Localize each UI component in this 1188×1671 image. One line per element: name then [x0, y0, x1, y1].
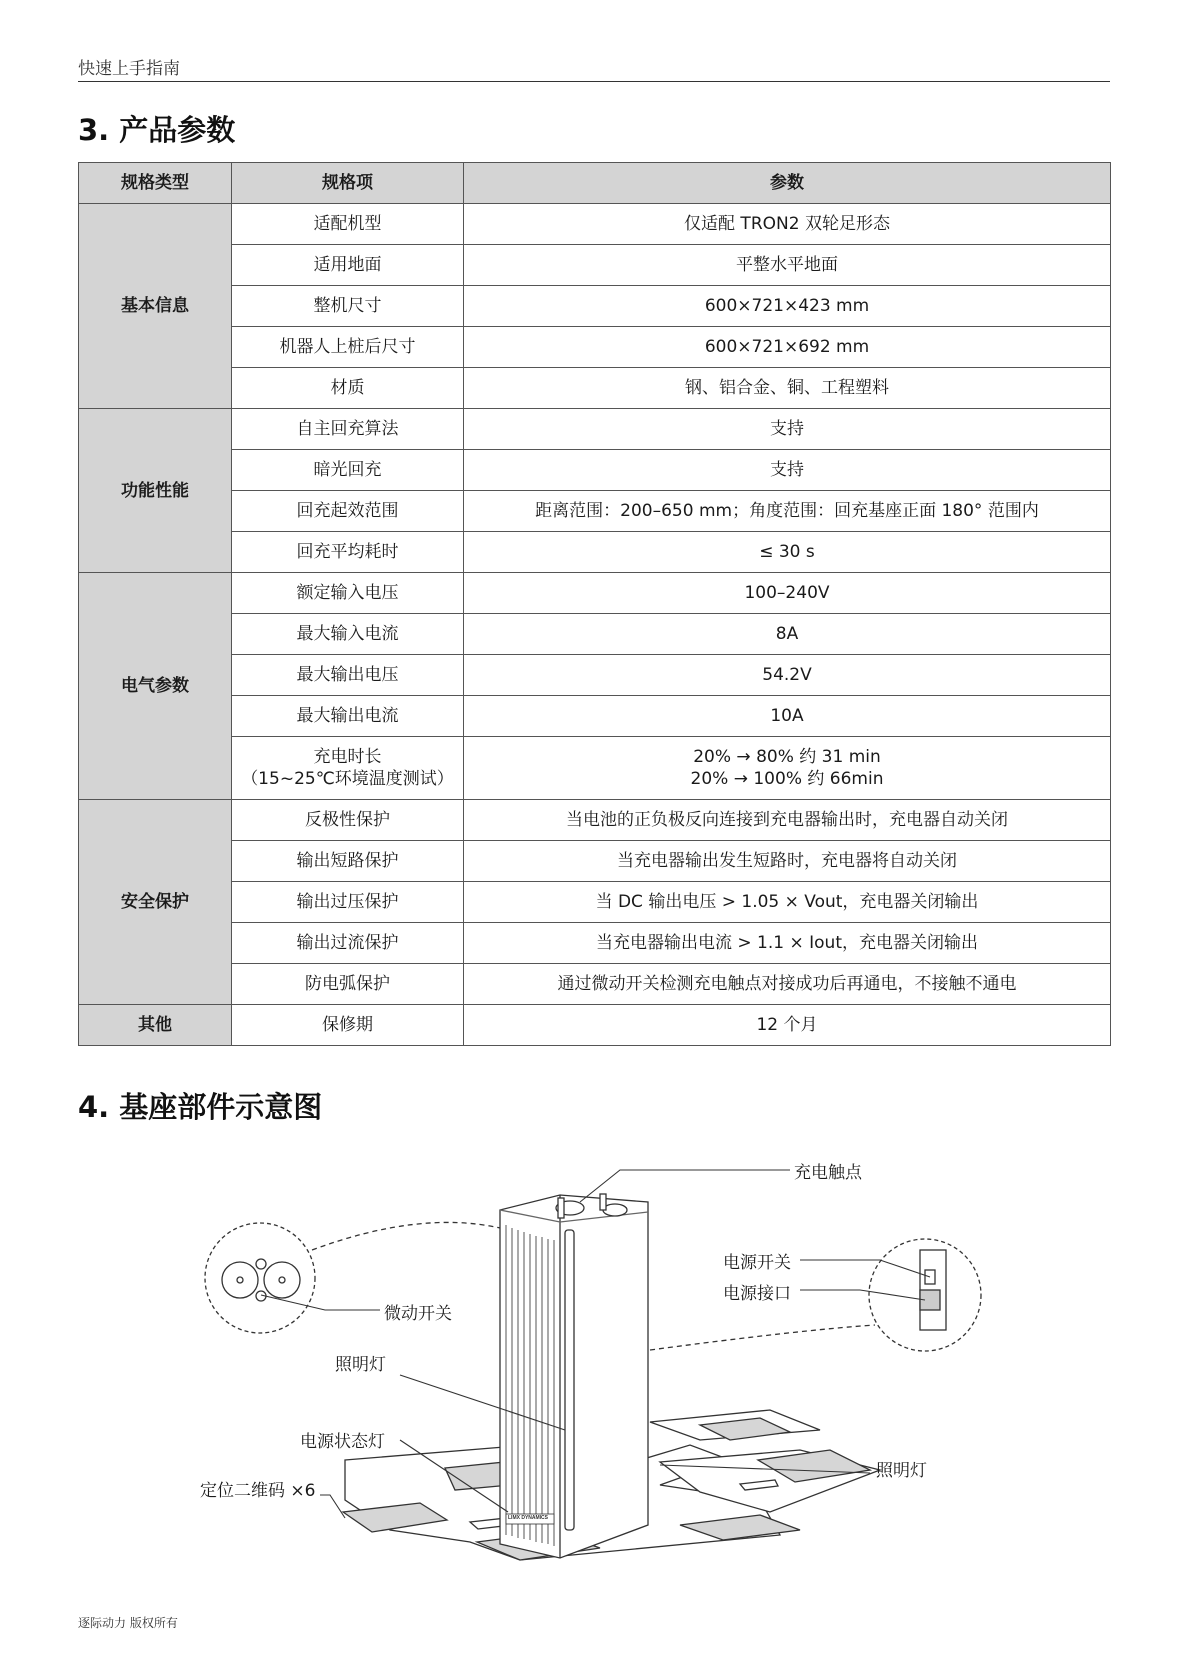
category-cell: 其他 — [79, 1005, 232, 1046]
table-row — [79, 286, 1111, 327]
table-row — [79, 532, 1111, 573]
spec-value-cell: 10A — [464, 696, 1111, 737]
spec-item-cell: 材质 — [232, 368, 464, 409]
table-row — [79, 491, 1111, 532]
charging-base-illustration — [0, 1140, 1188, 1590]
callout-light-left: 照明灯 — [335, 1355, 386, 1375]
spec-item-cell: 额定输入电压 — [232, 573, 464, 614]
spec-value-cell: 钢、铝合金、铜、工程塑料 — [464, 368, 1111, 409]
spec-item-cell: 输出过流保护 — [232, 923, 464, 964]
base-component-diagram — [0, 1140, 1188, 1590]
spec-table-header — [79, 163, 1111, 204]
column-header-value: 参数 — [464, 163, 1111, 204]
table-row — [79, 882, 1111, 923]
spec-item-cell: 最大输出电压 — [232, 655, 464, 696]
table-row — [79, 655, 1111, 696]
column-header-category: 规格类型 — [79, 163, 232, 204]
spec-value-cell: 600×721×692 mm — [464, 327, 1111, 368]
callout-power-switch: 电源开关 — [723, 1253, 791, 1273]
table-row — [79, 450, 1111, 491]
spec-item-cell: 反极性保护 — [232, 800, 464, 841]
spec-item-cell: 最大输入电流 — [232, 614, 464, 655]
spec-item-cell: 适配机型 — [232, 204, 464, 245]
spec-item-cell: 回充平均耗时 — [232, 532, 464, 573]
spec-item-cell: 机器人上桩后尺寸 — [232, 327, 464, 368]
spec-item-cell: 防电弧保护 — [232, 964, 464, 1005]
table-row — [79, 1005, 1111, 1046]
spec-value-cell — [464, 737, 1111, 800]
spec-value-cell: 当电池的正负极反向连接到充电器输出时，充电器自动关闭 — [464, 800, 1111, 841]
header-rule — [78, 81, 1110, 82]
callout-light-right: 照明灯 — [876, 1461, 927, 1481]
footer-copyright: 逐际动力 版权所有 — [78, 1616, 178, 1630]
running-header: 快速上手指南 — [78, 59, 180, 79]
callout-status-light: 电源状态灯 — [300, 1432, 385, 1452]
spec-item-cell: 最大输出电流 — [232, 696, 464, 737]
spec-value-cell: 支持 — [464, 450, 1111, 491]
table-row — [79, 841, 1111, 882]
spec-item-cell: 回充起效范围 — [232, 491, 464, 532]
spec-value-cell: ≤ 30 s — [464, 532, 1111, 573]
callout-charging-contacts: 充电触点 — [794, 1163, 862, 1183]
table-row — [79, 696, 1111, 737]
section-heading-product-params: 3. 产品参数 — [78, 113, 236, 147]
spec-item-cell: 保修期 — [232, 1005, 464, 1046]
spec-item-cell: 输出过压保护 — [232, 882, 464, 923]
category-cell: 电气参数 — [79, 573, 232, 800]
spec-value-cell: 当充电器输出电流 > 1.1 × Iout，充电器关闭输出 — [464, 923, 1111, 964]
table-row — [79, 368, 1111, 409]
spec-item-cell: 自主回充算法 — [232, 409, 464, 450]
spec-item-line: 充电时长 — [313, 747, 382, 767]
spec-value-cell: 54.2V — [464, 655, 1111, 696]
spec-value-cell: 100–240V — [464, 573, 1111, 614]
table-row — [79, 409, 1111, 450]
table-row — [79, 800, 1111, 841]
device-brand-label: LIMX DYNAMICS — [508, 1515, 548, 1521]
table-row — [79, 923, 1111, 964]
spec-value-cell: 12 个月 — [464, 1005, 1111, 1046]
table-row — [79, 204, 1111, 245]
spec-item-note: （15~25℃环境温度测试） — [241, 769, 454, 789]
table-row — [79, 245, 1111, 286]
callout-micro-switch: 微动开关 — [384, 1304, 452, 1324]
table-row — [79, 614, 1111, 655]
spec-value-cell: 8A — [464, 614, 1111, 655]
spec-value-cell: 600×721×423 mm — [464, 286, 1111, 327]
callout-power-port: 电源接口 — [723, 1284, 791, 1304]
spec-item-cell: 整机尺寸 — [232, 286, 464, 327]
spec-table — [78, 162, 1111, 1046]
spec-item-cell — [232, 737, 464, 800]
table-row — [79, 964, 1111, 1005]
spec-item-cell: 暗光回充 — [232, 450, 464, 491]
table-row — [79, 737, 1111, 800]
table-row — [79, 327, 1111, 368]
spec-value-cell: 支持 — [464, 409, 1111, 450]
category-cell: 功能性能 — [79, 409, 232, 573]
spec-value-cell: 当 DC 输出电压 > 1.05 × Vout，充电器关闭输出 — [464, 882, 1111, 923]
spec-value-cell: 仅适配 TRON2 双轮足形态 — [464, 204, 1111, 245]
spec-value-cell: 平整水平地面 — [464, 245, 1111, 286]
spec-item-cell: 适用地面 — [232, 245, 464, 286]
spec-value-line: 20% → 100% 约 66min — [690, 769, 884, 789]
category-cell: 安全保护 — [79, 800, 232, 1005]
section-heading-base-diagram: 4. 基座部件示意图 — [78, 1090, 323, 1124]
table-row — [79, 573, 1111, 614]
column-header-item: 规格项 — [232, 163, 464, 204]
callout-qr-codes: 定位二维码 ×6 — [200, 1481, 316, 1501]
spec-value-cell: 距离范围：200–650 mm；角度范围：回充基座正面 180° 范围内 — [464, 491, 1111, 532]
spec-value-line: 20% → 80% 约 31 min — [693, 747, 881, 767]
spec-item-cell: 输出短路保护 — [232, 841, 464, 882]
spec-value-cell: 通过微动开关检测充电触点对接成功后再通电，不接触不通电 — [464, 964, 1111, 1005]
category-cell: 基本信息 — [79, 204, 232, 409]
spec-value-cell: 当充电器输出发生短路时，充电器将自动关闭 — [464, 841, 1111, 882]
